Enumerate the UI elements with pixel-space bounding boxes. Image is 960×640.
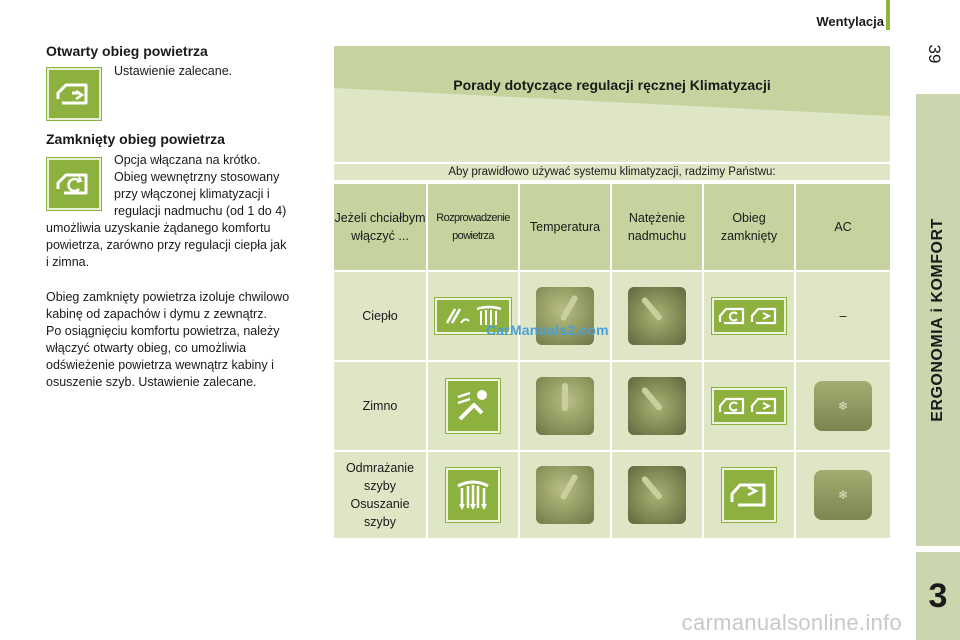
ac-button-icon: ❄ bbox=[814, 381, 872, 431]
open-air-circulation-icon bbox=[47, 68, 101, 120]
row-label-heat: Ciepło bbox=[362, 309, 398, 323]
para2-line-1: Obieg zamknięty powietrza izoluje chwilowo bbox=[46, 290, 290, 304]
watermark: CarManuals2.com bbox=[486, 322, 609, 338]
recirculation-toggle-icon bbox=[712, 388, 786, 424]
face-vent-distribution-icon bbox=[446, 379, 500, 433]
para2-line-6: osuszenie szyb. Ustawienie zalecane. bbox=[46, 375, 257, 389]
chapter-number: 3 bbox=[916, 552, 960, 640]
table-row bbox=[334, 450, 890, 538]
footer-watermark: carmanualsonline.info bbox=[681, 610, 902, 635]
page-number: 39 bbox=[925, 44, 944, 64]
header-recirculation: Obieg zamknięty bbox=[702, 184, 794, 270]
open-circulation-title: Otwarty obieg powietrza bbox=[46, 43, 208, 59]
open-air-circulation-icon bbox=[722, 468, 776, 522]
closed-line-6: powietrza, zarówno przy regulacji ciepła jak bbox=[46, 238, 287, 252]
para2-line-3: Po osiągnięciu komfortu powietrza, należy bbox=[46, 324, 280, 338]
header-want: Jeżeli chciałbym włączyć ... bbox=[334, 211, 426, 243]
closed-line-3: przy włączonej klimatyzacji i bbox=[114, 187, 270, 201]
table-title: Porady dotyczące regulacji ręcznej Klimatyzacji bbox=[453, 77, 771, 93]
para2-line-2: kabinę od zapachów i dymu z zewnątrz. bbox=[46, 307, 267, 321]
closed-line-2: Obieg wewnętrzny stosowany bbox=[114, 170, 280, 184]
temperature-knob bbox=[536, 466, 594, 524]
ac-heat: – bbox=[794, 272, 890, 360]
blower-knob bbox=[628, 466, 686, 524]
closed-line-5: umożliwia uzyskanie żądanego komfortu bbox=[46, 221, 271, 235]
closed-line-4: regulacji nadmuchu (od 1 do 4) bbox=[114, 204, 287, 218]
table-row bbox=[334, 270, 890, 360]
row-label-cold: Zimno bbox=[362, 399, 398, 413]
para2-line-4: włączyć otwarty obieg, co umożliwia bbox=[46, 341, 247, 355]
table-header-row bbox=[334, 182, 890, 270]
section-title: Wentylacja bbox=[816, 14, 884, 29]
closed-air-circulation-icon bbox=[47, 158, 101, 210]
header-blower: Natężenie nadmuchu bbox=[610, 184, 702, 270]
climate-advice-table bbox=[334, 46, 890, 529]
header-distribution: Rozprowadzenie powietrza bbox=[426, 184, 518, 270]
closed-circulation-title: Zamknięty obieg powietrza bbox=[46, 131, 225, 147]
header-ac: AC bbox=[794, 184, 890, 270]
blower-knob bbox=[628, 287, 686, 345]
table-row bbox=[334, 360, 890, 450]
closed-line-1: Opcja włączana na krótko. bbox=[114, 153, 261, 167]
temperature-knob-cold bbox=[536, 377, 594, 435]
ac-button-icon: ❄ bbox=[814, 470, 872, 520]
windscreen-defrost-icon bbox=[446, 468, 500, 522]
chapter-title: ERGONOMIA i KOMFORT bbox=[929, 218, 946, 422]
header-accent-bar bbox=[886, 0, 890, 30]
blower-knob bbox=[628, 377, 686, 435]
recirculation-toggle-icon bbox=[712, 298, 786, 334]
closed-line-7: i zimna. bbox=[46, 255, 90, 269]
open-circulation-text: Ustawienie zalecane. bbox=[114, 64, 233, 78]
chapter-sidebar bbox=[916, 94, 960, 546]
para2-line-5: odświeżenie powietrza wewnątrz kabiny i bbox=[46, 358, 274, 372]
header-temperature: Temperatura bbox=[518, 184, 610, 270]
table-intro: Aby prawidłowo używać systemu klimatyzacji, radzimy Państwu: bbox=[334, 162, 890, 182]
row-label-defrost: Odmrażanie szyby Osuszanie szyby bbox=[345, 461, 415, 529]
